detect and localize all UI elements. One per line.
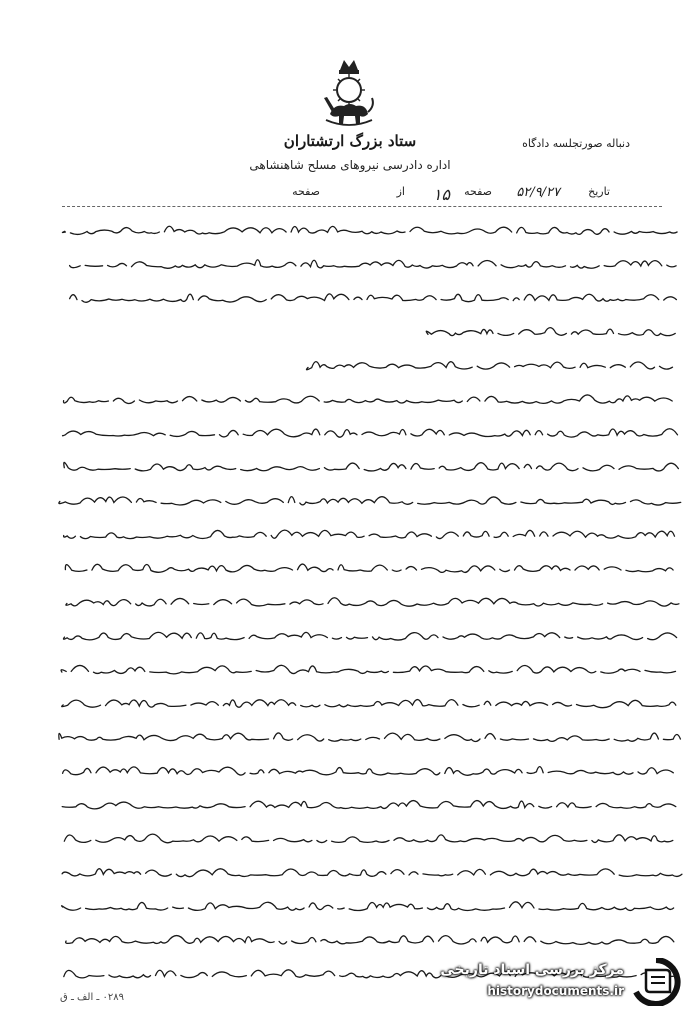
handwritten-line (62, 801, 676, 809)
handwritten-line (65, 294, 677, 302)
handwritten-line (60, 564, 673, 572)
watermark-url: historydocuments.ir (487, 984, 624, 998)
handwritten-line (70, 260, 677, 269)
handwritten-line (426, 328, 675, 336)
page-number: ۱۵ (432, 185, 450, 204)
handwritten-line (59, 497, 681, 505)
handwritten-line (64, 834, 673, 843)
department-subtitle: اداره دادرسی نیروهای مسلح شاهنشاهی (249, 158, 451, 172)
handwritten-line (59, 733, 681, 742)
sheet-label: صفحه (292, 185, 320, 198)
handwritten-line (63, 632, 676, 640)
form-code: ۰۲۸۹ ـ الف ـ ق (60, 992, 124, 1003)
watermark (438, 956, 686, 1008)
watermark-name: مرکز بررسی اسناد تاریخی (440, 962, 624, 978)
handwritten-line (306, 362, 672, 370)
handwritten-line (66, 936, 674, 945)
handwritten-line (66, 598, 679, 606)
handwritten-line (62, 700, 676, 708)
handwritten-line (62, 869, 682, 877)
handwritten-line (61, 665, 675, 674)
scroll-document-logo-icon (630, 958, 682, 1006)
handwritten-line (62, 226, 677, 234)
handwritten-line (63, 429, 678, 437)
organization-title: ستاد بزرگ ارتشتاران (283, 132, 417, 150)
of-label: از (396, 185, 405, 198)
handwritten-line (63, 767, 674, 776)
handwritten-line (64, 530, 675, 539)
continuation-label: دنباله صورتجلسه دادگاه (522, 137, 630, 150)
page-label: صفحه (464, 185, 492, 198)
handwritten-line (64, 462, 679, 471)
handwritten-line (62, 902, 674, 911)
date-label: تاریخ (588, 185, 610, 198)
date-value: ۵۲/۹/۲۷ (516, 185, 560, 200)
handwritten-line (64, 395, 673, 404)
